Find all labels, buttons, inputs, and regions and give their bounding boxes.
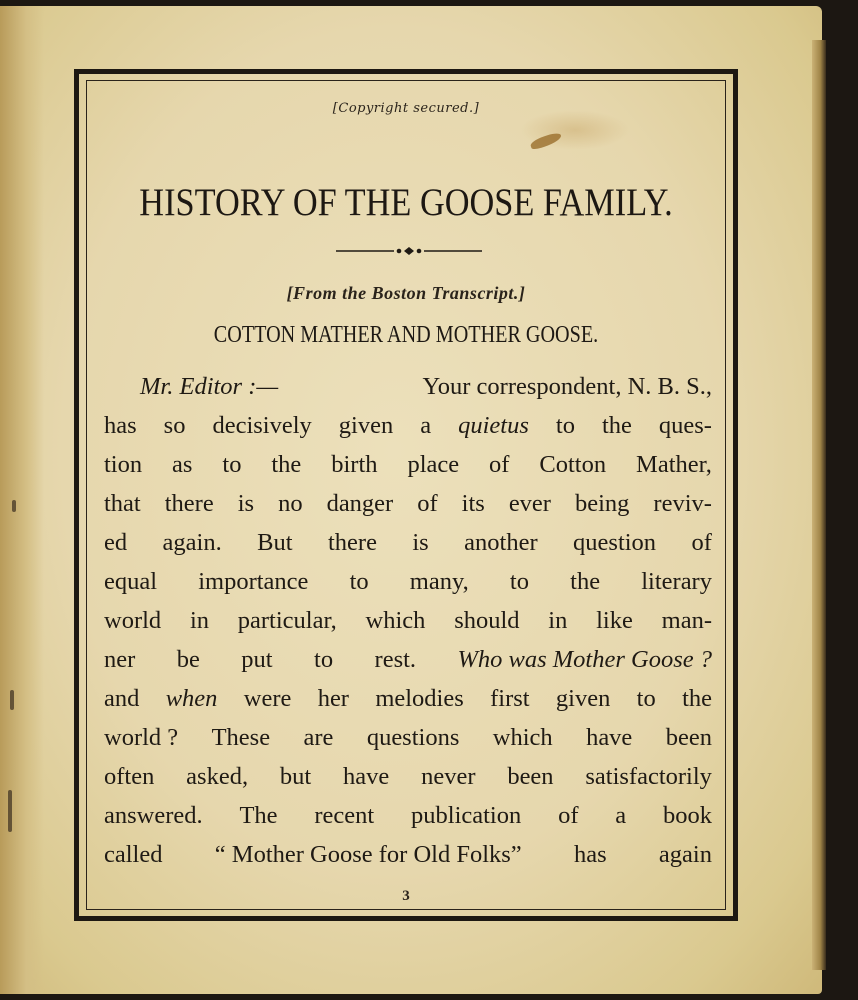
text-word: when [165,685,218,712]
ornamental-rule [336,245,482,257]
body-paragraph [104,367,712,874]
text-word: given [555,685,611,712]
text-line [104,640,712,679]
text-word: ever [508,490,551,517]
text-word: to [222,451,242,478]
page-right-edge [812,40,826,970]
text-word: often [104,763,155,790]
text-word: The [239,802,278,829]
text-line [104,757,712,796]
text-word: been [507,763,554,790]
text-word: no [278,490,303,517]
text-word: Mather, [636,451,712,478]
text-word: the [682,685,712,712]
text-word: its [461,490,485,517]
text-word: equal [104,568,158,595]
text-word: another [464,529,538,556]
text-word: of [691,529,712,556]
text-word: Mr. Editor :— [140,373,279,400]
text-line [104,484,712,523]
text-word: of [558,802,579,829]
text-word: reviv- [653,490,712,517]
text-word: particular, [237,607,337,634]
text-word: which [492,724,553,751]
text-word: a [615,802,627,829]
text-line [104,406,712,445]
text-word: first [490,685,530,712]
text-word: But [257,529,293,556]
text-word: a [420,412,432,439]
page-number: 3 [402,888,410,904]
thread-mark [12,500,16,512]
page-left-shadow [0,6,44,994]
text-word: like [596,607,633,634]
text-line [104,835,712,874]
text-word: but [279,763,312,790]
text-word: were [243,685,292,712]
text-word: rest. [374,646,417,673]
text-word: there [327,529,377,556]
text-word: importance [198,568,309,595]
text-word: Who was Mother Goose ? [457,646,712,673]
text-word: literary [641,568,712,595]
text-word: satisfactorily [585,763,712,790]
text-word: given [338,412,394,439]
text-word: the [601,412,632,439]
text-word: decisively [212,412,312,439]
text-word: which [365,607,426,634]
text-word: question [573,529,657,556]
text-word: man- [661,607,712,634]
text-word: world ? [104,724,179,751]
text-line [104,562,712,601]
text-word: is [237,490,255,517]
text-word: Your correspondent, N. B. S., [422,373,712,400]
text-word: to [636,685,656,712]
text-word: her [317,685,349,712]
page-title: HISTORY OF THE GOOSE FAMILY. [139,181,673,224]
text-word: again. [162,529,222,556]
text-word: publication [411,802,522,829]
thread-mark [8,790,12,832]
text-word: has [104,412,137,439]
text-word: called [104,841,163,868]
text-word: that [104,490,141,517]
article-heading: COTTON MATHER AND MOTHER GOOSE. [213,322,599,348]
text-word: danger [326,490,394,517]
text-word: should [454,607,520,634]
text-word: to [314,646,334,673]
text-word: so [163,412,186,439]
text-word: “ Mother Goose for Old Folks” [214,841,522,868]
text-word: is [412,529,429,556]
text-word: has [573,841,607,868]
text-word: ques- [658,412,712,439]
text-word: in [189,607,209,634]
text-line [104,523,712,562]
text-word: of [417,490,438,517]
text-word: are [303,724,334,751]
text-word: many, [409,568,469,595]
text-word: the [271,451,302,478]
text-word: recent [314,802,375,829]
text-word: there [164,490,214,517]
text-line [104,796,712,835]
text-word: ner [104,646,136,673]
text-line [104,601,712,640]
text-word: asked, [186,763,249,790]
source-attribution: [From the Boston Transcript.] [286,283,526,303]
text-word: world [104,607,162,634]
text-word: to [509,568,529,595]
text-word: birth [331,451,378,478]
text-word: be [176,646,200,673]
text-word: never [421,763,476,790]
text-word: put [241,646,273,673]
text-word: melodies [375,685,464,712]
text-word: been [665,724,712,751]
text-word: These [211,724,271,751]
text-line [104,718,712,757]
copyright-notice: [Copyright secured.] [332,101,480,116]
text-word: of [489,451,510,478]
text-word: quietus [458,412,529,439]
text-word: Cotton [539,451,607,478]
text-word: the [570,568,601,595]
thread-mark [10,690,14,710]
text-word: as [172,451,193,478]
text-word: in [548,607,568,634]
text-line [104,679,712,718]
text-word: being [574,490,630,517]
text-word: ed [104,529,128,556]
text-line [104,367,712,406]
text-word: have [586,724,633,751]
text-word: to [555,412,575,439]
text-word: have [343,763,390,790]
text-word: to [349,568,369,595]
text-word: again [658,841,712,868]
text-word: questions [366,724,460,751]
text-word: tion [104,451,143,478]
text-line [104,445,712,484]
text-word: and [104,685,140,712]
text-word: answered. [104,802,203,829]
text-word: place [407,451,460,478]
text-word: book [662,802,712,829]
